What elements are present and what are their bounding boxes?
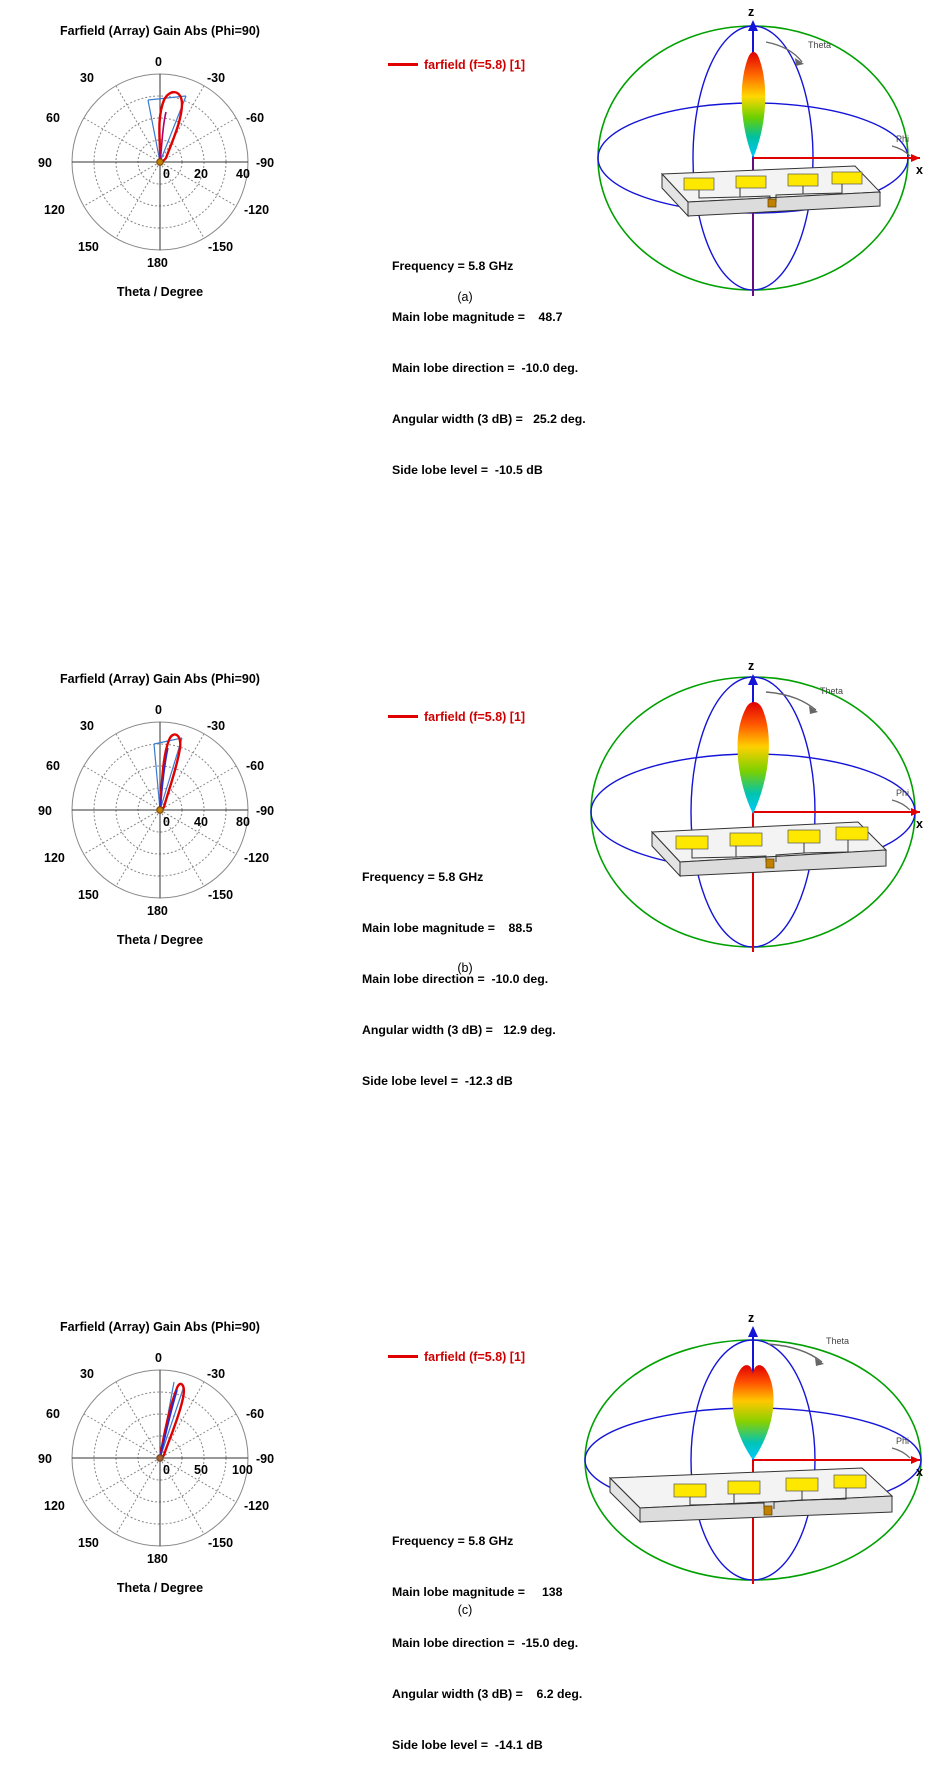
angle-tick-c-30: 30 (80, 1367, 94, 1381)
angle-tick-b-180: 180 (147, 904, 168, 918)
info-side-lobe-a: Side lobe level = -10.5 dB (392, 463, 543, 477)
angle-tick-b-90: 90 (38, 804, 52, 818)
polar-title-a: Farfield (Array) Gain Abs (Phi=90) (60, 24, 260, 38)
angle-tick-c-150: 150 (78, 1536, 99, 1550)
polar-chart-svg-c (18, 1340, 302, 1570)
info-magnitude-c: Main lobe magnitude = 138 (392, 1585, 563, 1599)
angle-tick-c-m90: -90 (256, 1452, 275, 1466)
axis-label-phi-a: Phi (896, 134, 910, 144)
angle-tick-b-m90: -90 (256, 804, 275, 818)
polar-axis-label-c: Theta / Degree (116, 1581, 204, 1595)
angle-tick-b-30: 30 (80, 719, 94, 733)
info-frequency-a: Frequency = 5.8 GHz (392, 259, 514, 273)
angle-tick-c-m120: -120 (244, 1499, 270, 1513)
axis-label-theta-c: Theta (826, 1336, 850, 1346)
angle-tick-a-m90: -90 (256, 156, 275, 170)
radial-tick-c-0: 0 (163, 1463, 170, 1477)
radial-tick-c-2: 100 (232, 1463, 253, 1477)
axis-label-phi-c: Phi (896, 1436, 910, 1446)
subcaption-c: (c) (457, 1603, 473, 1617)
panel-b (0, 324, 930, 1088)
info-frequency-c: Frequency = 5.8 GHz (392, 1534, 514, 1548)
info-magnitude-b: Main lobe magnitude = 88.5 (362, 921, 533, 935)
radial-tick-b-2: 80 (236, 815, 250, 829)
angle-tick-b-0: 0 (155, 703, 162, 717)
farfield-3d-a (580, 6, 926, 306)
axis-label-z-b: z (748, 660, 755, 673)
angle-tick-a-150: 150 (78, 240, 99, 254)
legend-label-c: farfield (f=5.8) [1] (424, 1350, 526, 1364)
info-side-lobe-c: Side lobe level = -14.1 dB (392, 1738, 543, 1752)
legend-label-b: farfield (f=5.8) [1] (424, 710, 526, 724)
radial-tick-b-1: 40 (194, 815, 208, 829)
angle-tick-a-m60: -60 (246, 111, 265, 125)
farfield-3d-c (580, 1308, 926, 1608)
info-side-lobe-b: Side lobe level = -12.3 dB (362, 1074, 513, 1088)
angle-tick-b-120: 120 (44, 851, 65, 865)
radial-tick-a-1: 20 (194, 167, 208, 181)
lobe-3d-c (732, 1365, 773, 1460)
axis-label-theta-b: Theta (820, 686, 844, 696)
axis-label-phi-b: Phi (896, 788, 910, 798)
subcaption-a: (a) (457, 290, 473, 304)
angle-tick-c-120: 120 (44, 1499, 65, 1513)
info-block-c (392, 1499, 582, 1788)
legend-line-c (388, 1355, 418, 1358)
antenna-board-a (662, 166, 880, 216)
angle-tick-c-180: 180 (147, 1552, 168, 1566)
angle-tick-c-m30: -30 (207, 1367, 226, 1381)
polar-title-c: Farfield (Array) Gain Abs (Phi=90) (60, 1320, 260, 1334)
legend-label-a: farfield (f=5.8) [1] (424, 58, 526, 72)
axis-label-x-b: x (916, 817, 923, 831)
polar-chart-svg-a (18, 44, 302, 274)
info-direction-b: Main lobe direction = -10.0 deg. (362, 972, 549, 986)
angle-tick-b-m120: -120 (244, 851, 270, 865)
axis-label-x-a: x (916, 163, 923, 177)
polar-axis-label-a: Theta / Degree (116, 285, 204, 299)
info-frequency-b: Frequency = 5.8 GHz (362, 870, 484, 884)
angle-tick-c-0: 0 (155, 1351, 162, 1365)
axis-label-x-c: x (916, 1465, 923, 1479)
legend-c (388, 1350, 525, 1364)
polar-plot-c (0, 1296, 320, 1620)
angle-tick-b-m30: -30 (207, 719, 226, 733)
info-angular-width-c: Angular width (3 dB) = 6.2 deg. (392, 1687, 583, 1701)
angle-tick-a-0: 0 (155, 55, 162, 69)
panel-a (0, 0, 930, 477)
polar-title-b: Farfield (Array) Gain Abs (Phi=90) (60, 672, 260, 686)
angle-tick-a-180: 180 (147, 256, 168, 270)
angle-tick-a-m30: -30 (207, 71, 226, 85)
radial-tick-a-0: 0 (163, 167, 170, 181)
legend-line-a (388, 63, 418, 66)
angle-tick-b-m60: -60 (246, 759, 265, 773)
radial-tick-c-1: 50 (194, 1463, 208, 1477)
angle-tick-a-60: 60 (46, 111, 60, 125)
info-direction-a: Main lobe direction = -10.0 deg. (392, 361, 579, 375)
angle-tick-a-90: 90 (38, 156, 52, 170)
angle-tick-c-60: 60 (46, 1407, 60, 1421)
angle-tick-a-120: 120 (44, 203, 65, 217)
angle-tick-a-m150: -150 (208, 240, 234, 254)
axis-label-z-a: z (748, 6, 755, 19)
antenna-board-c (610, 1468, 892, 1522)
polar-plot-a (0, 0, 320, 324)
radial-tick-a-2: 40 (236, 167, 250, 181)
lobe-3d-a (742, 52, 766, 158)
info-angular-width-b: Angular width (3 dB) = 12.9 deg. (362, 1023, 556, 1037)
angle-tick-a-30: 30 (80, 71, 94, 85)
angle-tick-c-90: 90 (38, 1452, 52, 1466)
radial-tick-b-0: 0 (163, 815, 170, 829)
angle-tick-b-60: 60 (46, 759, 60, 773)
axis-label-z-c: z (748, 1311, 755, 1325)
axis-label-theta-a: Theta (808, 40, 832, 50)
angle-tick-c-m60: -60 (246, 1407, 265, 1421)
subcaption-b: (b) (457, 961, 473, 975)
legend-a (388, 58, 525, 72)
info-direction-c: Main lobe direction = -15.0 deg. (392, 1636, 579, 1650)
angle-tick-c-m150: -150 (208, 1536, 234, 1550)
info-magnitude-a: Main lobe magnitude = 48.7 (392, 310, 563, 324)
angle-tick-b-m150: -150 (208, 888, 234, 902)
info-angular-width-a: Angular width (3 dB) = 25.2 deg. (392, 412, 586, 426)
angle-tick-b-150: 150 (78, 888, 99, 902)
polar-axis-label-b: Theta / Degree (116, 933, 204, 947)
angle-tick-a-m120: -120 (244, 203, 270, 217)
